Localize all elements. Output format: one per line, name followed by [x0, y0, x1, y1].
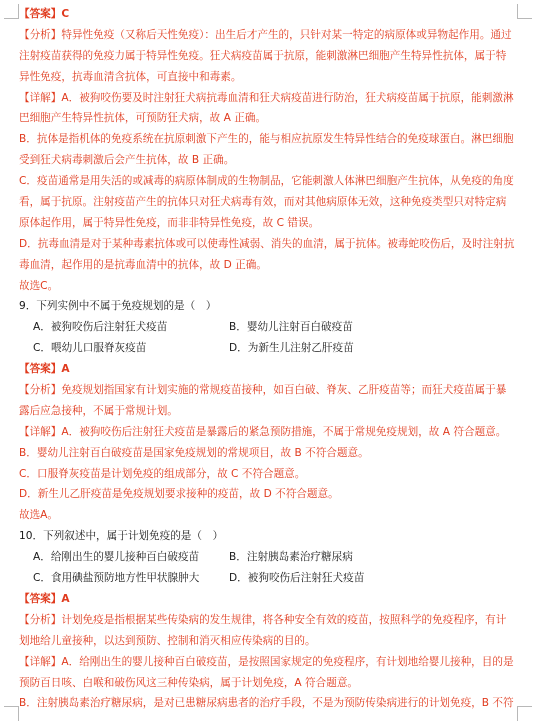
q10-option-b: B．注射胰岛素治疗糖尿病	[229, 551, 353, 564]
crop-mark-bottom-left	[4, 706, 19, 721]
q9-explanation-line: C．口服脊灰疫苗是计划免疫的组成部分，故 C 不符合题意。	[19, 467, 306, 480]
q10-explanation-line: 预防百日咳、白喉和破伤风这三种传染病，属于计划免疫，A 符合题意。	[19, 676, 359, 689]
q9-answer: 【答案】A	[19, 363, 70, 376]
q8-answer: 【答案】C	[19, 8, 70, 20]
question-10-options-row	[19, 547, 522, 568]
question-9-stem: 9．下列实例中不属于免疫规划的是（ ）	[19, 300, 217, 313]
q8-explanation-line: 受到狂犬病毒刺激后会产生抗体，故 B 正确。	[19, 154, 235, 167]
q10-explanation-line: 【详解】A．给刚出生的婴儿接种百白破疫苗，是按照国家规定的免疫程序，有计划地给婴儿接种，目的是	[19, 655, 514, 668]
page-content	[19, 4, 522, 714]
q9-explanation-line: D．新生儿乙肝疫苗是免疫规划要求接种的疫苗，故 D 不符合题意。	[19, 488, 339, 501]
q8-analysis-line: 注射疫苗获得的免疫力属于特异性免疫。狂犬病疫苗属于抗原，能刺激淋巴细胞产生特异性抗体，属于特	[19, 49, 507, 62]
q8-analysis-line: 【分析】特异性免疫（又称后天性免疫）：出生后才产生的，只针对某一特定的病原体或异物起作用。通过	[19, 28, 512, 41]
q10-option-a: A．给刚出生的婴儿接种百白破疫苗	[33, 551, 200, 564]
q9-analysis-line: 【分析】免疫规划指国家有计划实施的常规疫苗接种，如百白破、脊灰、乙肝疫苗等；而狂犬疫苗属于暴	[19, 384, 507, 397]
q8-explanation-line: 原体起作用，属于特异性免疫，而非非特异性免疫，故 C 错误。	[19, 216, 320, 229]
q8-analysis-line: 异性免疫，抗毒血清含抗体，可直接中和毒素。	[19, 70, 242, 83]
q8-explanation-line: 巴细胞产生特异性抗体，可预防狂犬病，故 A 正确。	[19, 112, 267, 125]
q10-analysis-line: 划地给儿童接种，以达到预防、控制和消灭相应传染病的目的。	[19, 634, 316, 647]
q8-explanation-line: 【详解】A．被狗咬伤要及时注射狂犬病抗毒血清和狂犬病疫苗进行防治，狂犬病疫苗属于抗原，能刺激淋	[19, 91, 514, 104]
q9-option-b: B．婴幼儿注射百白破疫苗	[229, 321, 353, 334]
question-9-options-row	[19, 317, 522, 338]
q10-analysis-line: 【分析】计划免疫是指根据某些传染病的发生规律，将各种安全有效的疫苗，按照科学的免疫程序，有计	[19, 613, 507, 626]
q9-option-d: D．为新生儿注射乙肝疫苗	[229, 342, 354, 355]
q8-explanation-line: C．疫苗通常是用失活的或减毒的病原体制成的生物制品，它能刺激人体淋巴细胞产生抗体，从免疫的角度	[19, 175, 514, 188]
q9-analysis-line: 露后应急接种，不属于常规计划。	[19, 404, 178, 417]
q10-option-d: D．被狗咬伤后注射狂犬疫苗	[229, 572, 365, 585]
q8-explanation-line: 看，属于抗原。注射疫苗产生的抗体只对狂犬病毒有效，而对其他病原体无效，这种免疫类型只对特定病	[19, 196, 507, 209]
question-10-stem: 10．下列叙述中，属于计划免疫的是（ ）	[19, 530, 224, 543]
q9-explanation-line: 【详解】A．被狗咬伤后注射狂犬疫苗是暴露后的紧急预防措施，不属于常规免疫规划，故 A 符合题意。	[19, 425, 507, 438]
q9-option-a: A．被狗咬伤后注射狂犬疫苗	[33, 321, 168, 334]
q9-explanation-line: B．婴幼儿注射百白破疫苗是国家免疫规划的常规项目，故 B 不符合题意。	[19, 446, 369, 459]
q8-conclusion: 故选C。	[19, 279, 59, 292]
q8-explanation-line: D．抗毒血清是对于某种毒素抗体或可以使毒性减弱、消失的血清，属于抗体。被毒蛇咬伤后，及时注射抗	[19, 237, 515, 250]
q10-option-c: C．食用碘盐预防地方性甲状腺肿大	[33, 572, 200, 585]
q8-explanation-line: 毒血清，起作用的是抗毒血清中的抗体，故 D 正确。	[19, 258, 267, 271]
q9-conclusion: 故选A。	[19, 509, 59, 522]
q8-explanation-line: B．抗体是指机体的免疫系统在抗原刺激下产生的，能与相应抗原发生特异性结合的免疫球蛋白。淋巴细胞	[19, 133, 514, 146]
q10-explanation-line: B．注射胰岛素治疗糖尿病，是对已患糖尿病患者的治疗手段，不是为预防传染病进行的计划免疫，B 不符	[19, 697, 514, 710]
q10-answer: 【答案】A	[19, 592, 70, 605]
q9-option-c: C．喂幼儿口服脊灰疫苗	[33, 342, 147, 355]
crop-mark-top-left	[4, 4, 19, 19]
question-9-options-row	[19, 338, 522, 359]
question-10-options-row	[19, 568, 522, 589]
